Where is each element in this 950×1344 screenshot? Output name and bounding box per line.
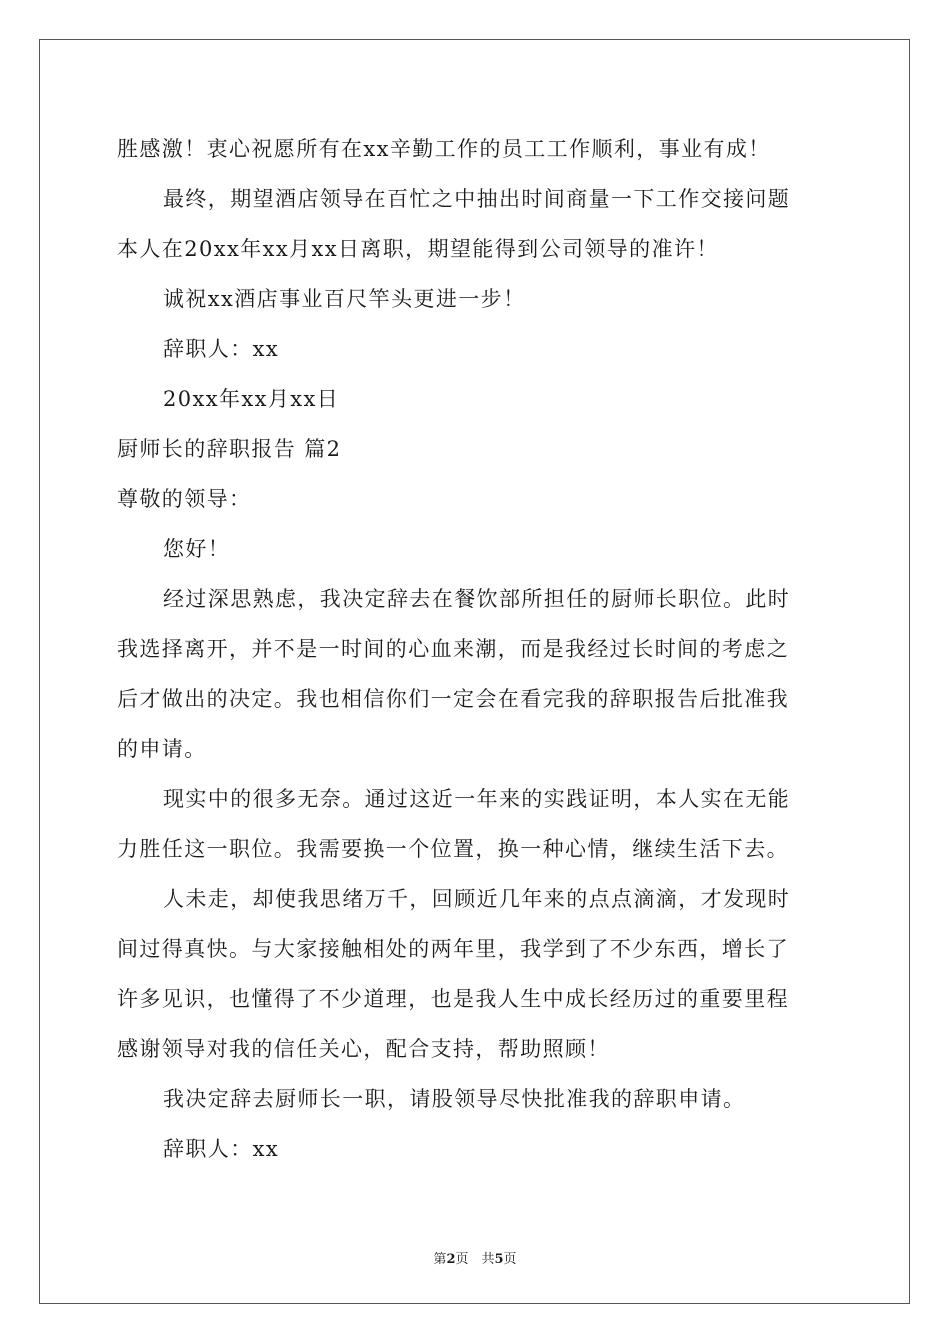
text-line: 后才做出的决定。我也相信你们一定会在看完我的辞职报告后批准我 — [117, 687, 789, 711]
signer-line: 辞职人：xx — [163, 1137, 280, 1161]
text-line: 我决定辞去厨师长一职，请股领导尽快批准我的辞职申请。 — [163, 1087, 746, 1111]
page-current: 2 — [446, 1252, 456, 1267]
text-line: 胜感激！衷心祝愿所有在xx辛勤工作的员工工作顺利，事业有成！ — [117, 137, 771, 161]
text-line: 诚祝xx酒店事业百尺竿头更进一步！ — [163, 287, 526, 311]
page-suffix: 页 — [503, 1252, 517, 1267]
text-line: 现实中的很多无奈。通过这近一年来的实践证明，本人实在无能 — [163, 787, 791, 811]
text-line: 间过得真快。与大家接触相处的两年里，我学到了不少东西，增长了 — [117, 937, 789, 961]
page-border — [39, 39, 910, 1304]
greeting: 您好！ — [163, 537, 231, 561]
page-total: 5 — [494, 1252, 504, 1267]
salutation: 尊敬的领导： — [117, 487, 252, 511]
text-line: 我选择离开，并不是一时间的心血来潮，而是我经过长时间的考虑之 — [117, 637, 789, 661]
signer-line: 辞职人：xx — [163, 337, 280, 361]
text-line: 感谢领导对我的信任关心，配合支持，帮助照顾！ — [117, 1037, 610, 1061]
text-line: 力胜任这一职位。我需要换一个位置，换一种心情，继续生活下去。 — [117, 837, 789, 861]
text-line: 最终，期望酒店领导在百忙之中抽出时间商量一下工作交接问题 — [163, 187, 791, 211]
text-line: 许多见识，也懂得了不少道理，也是我人生中成长经历过的重要里程 — [117, 987, 789, 1011]
text-line: 的申请。 — [117, 737, 207, 761]
page-prefix: 第 — [433, 1252, 447, 1267]
page-footer — [0, 1248, 950, 1267]
page-mid: 页 共 — [455, 1252, 495, 1267]
section-title: 厨师长的辞职报告 篇2 — [117, 437, 342, 461]
text-line: 人未走，却使我思绪万千，回顾近几年来的点点滴滴，才发现时 — [163, 887, 791, 911]
date-line: 20xx年xx月xx日 — [163, 387, 340, 411]
text-line: 本人在20xx年xx月xx日离职，期望能得到公司领导的准许！ — [117, 237, 719, 261]
text-line: 经过深思熟虑，我决定辞去在餐饮部所担任的厨师长职位。此时 — [163, 587, 791, 611]
